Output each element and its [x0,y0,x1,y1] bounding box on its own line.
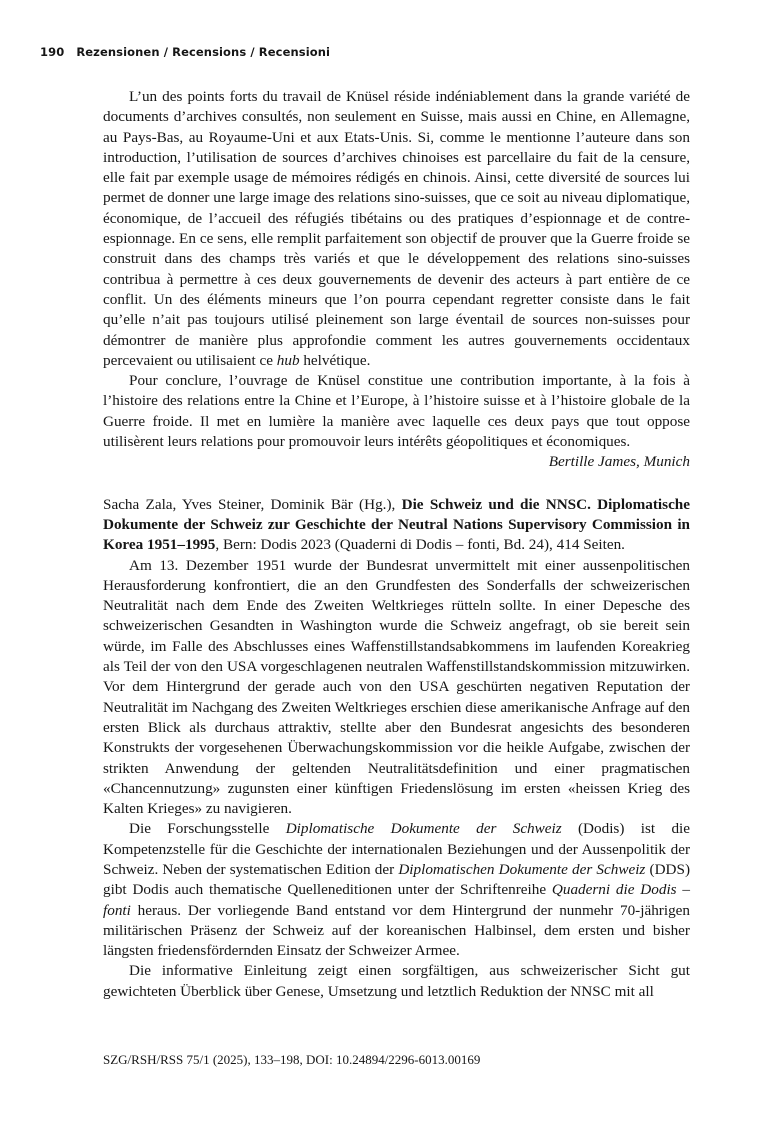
review2-paragraph-2 [103,819,690,961]
review1-p1-end: helvétique. [299,351,371,369]
review2-p2-d: heraus. Der vorliegende Band entstand vor dem Hintergrund der nunmehr 70-jährigen militärischen Präsenz der Schweiz auf der koreanischen Halbinsel, dem ersten und bisher längsten friedensfördernden Einsatz der Schweizer Armee. [103,901,690,960]
review2-paragraph-1: Am 13. Dezember 1951 wurde der Bundesrat unvermittelt mit einer aussenpolitischen Herausforderung konfrontiert, die an den Grundfesten des Sonderfalls der schweizerischen Neutralität nach dem Ende des Zweiten Weltkrieges rütteln sollte. In einer Depesche des schweizerischen Gesandten in Washington wurde die Schweiz angefragt, ob sie bereit sein würde, im Falle des Abschlusses eines Waffenstillstandsabkommens im laufenden Koreakrieg als Teil der von den USA vorgeschlagenen neutralen Waffenstillstandskommission mitzuwirken. Vor dem Hintergrund der gerade auch von den USA geschürten negativen Reputation der Neutralität im Nachgang des Zweiten Weltkrieges erschien diese amerikanische Anfrage auf den ersten Blick als durchaus attraktiv, stellte aber den Bundesrat angesichts des besonderen Konstrukts der vorgesehenen Überwachungskommission vor die heikle Aufgabe, zwischen der strikten Anwendung der geltenden Neutralitätsdefinition und einer pragmatischen «Chancennutzung» zugunsten einer künftigen Friedenslösung im ersten «heissen Krieg des Kalten Krieges» zu navigieren. [103,556,690,818]
review2-bibliographic-reference [103,495,690,556]
page-footer-citation: SZG/RSH/RSS 75/1 (2025), 133–198, DOI: 10.24894/2296-6013.00169 [103,1052,481,1067]
review-separator [103,473,690,495]
review2-p2-c: (DDS) gibt Dodis auch thematische Quelleneditionen unter der Schriftenreihe [103,860,691,899]
review1-paragraph-2: Pour conclure, l’ouvrage de Knüsel constitue une contribution importante, à la fois à l’histoire des relations entre la Chine et l’Europe, à l’histoire suisse et à l’histoire globale de la Guerre froide. Il met en lumière la manière avec laquelle ces deux pays que tout oppose utilisèrent leurs relations pour promouvoir leurs intérêts géopolitiques et économiques. [103,372,690,451]
review2-p2-italic-2: Diplomatischen Dokumente der Schweiz [398,860,646,878]
review2-p2-b: (Dodis) ist die Kompetenzstelle für die Geschichte der internationalen Beziehungen und der Aussenpolitik der Schweiz. Neben der systematischen Edition der [103,820,690,878]
review2-ref-authors: Sacha Zala, Yves Steiner, Dominik Bär (Hg.), [103,495,402,513]
page-number: 190 [40,45,65,59]
running-header [40,45,700,59]
page-body [103,87,690,1002]
review1-p1-text: L’un des points forts du travail de Knüsel réside indéniablement dans la grande variété de documents d’archives consultés, non seulement en Suisse, mais aussi en Chine, en Allemagne, au Pays-Bas, au Royaume-Uni et aux Etats-Unis. Si, comme le mentionne l’auteure dans son introduction, l’utilisation de sources d’archives chinoises est parcellaire du fait de la censure, elle fait par exemple usage de mémoires rédigés en chinois. Ainsi, cette diversité de sources lui permet de donner une large image des relations sino-suisses, que ce soit au niveau diplomatique, économique, de l’accueil des réfugiés tibétains ou des pratiques d’espionnage et de contre-espionnage. En ce sens, elle remplit parfaitement son objectif de prouver que la Guerre froide se construit dans des champs très variés et que le développement des relations sino-suisses contribua à permettre à ces deux gouvernements de devenir des acteurs à part entière de ce conflit. Un des éléments mineurs que l’on pourra cependant regretter consiste dans le fait qu’elle n’ait pas toujours utilisé pleinement son large éventail de sources non-suisses pour démontrer de manière plus approfondie comment les autres gouvernements occidentaux percevaient ou utilisaient ce [103,88,690,369]
review2-p2-italic-3: Quaderni die Dodis – fonti [103,881,690,919]
review1-signature: Bertille James, Munich [548,453,690,471]
review1-paragraph-1 [103,87,690,371]
running-title: Rezensionen / Recensions / Recensioni [76,45,331,59]
review2-ref-title: Die Schweiz und die NNSC. Diplomatische Dokumente der Schweiz zur Geschichte der Neutral Nations Supervisory Commission in Korea 1951–1995 [103,495,690,554]
review2-ref-rest: , Bern: Dodis 2023 (Quaderni di Dodis – fonti, Bd. 24), 414 Seiten. [215,536,625,554]
review2-paragraph-3: Die informative Einleitung zeigt einen sorgfältigen, aus schweizerischer Sicht gut gewichteten Überblick über Genese, Umsetzung und letztlich Reduktion der NNSC mit all [103,962,690,1000]
review2-p2-italic-1: Diplomatische Dokumente der Schweiz [285,820,562,838]
review1-p1-italic: hub [276,351,300,369]
review2-p2-a: Die Forschungsstelle [129,820,286,838]
